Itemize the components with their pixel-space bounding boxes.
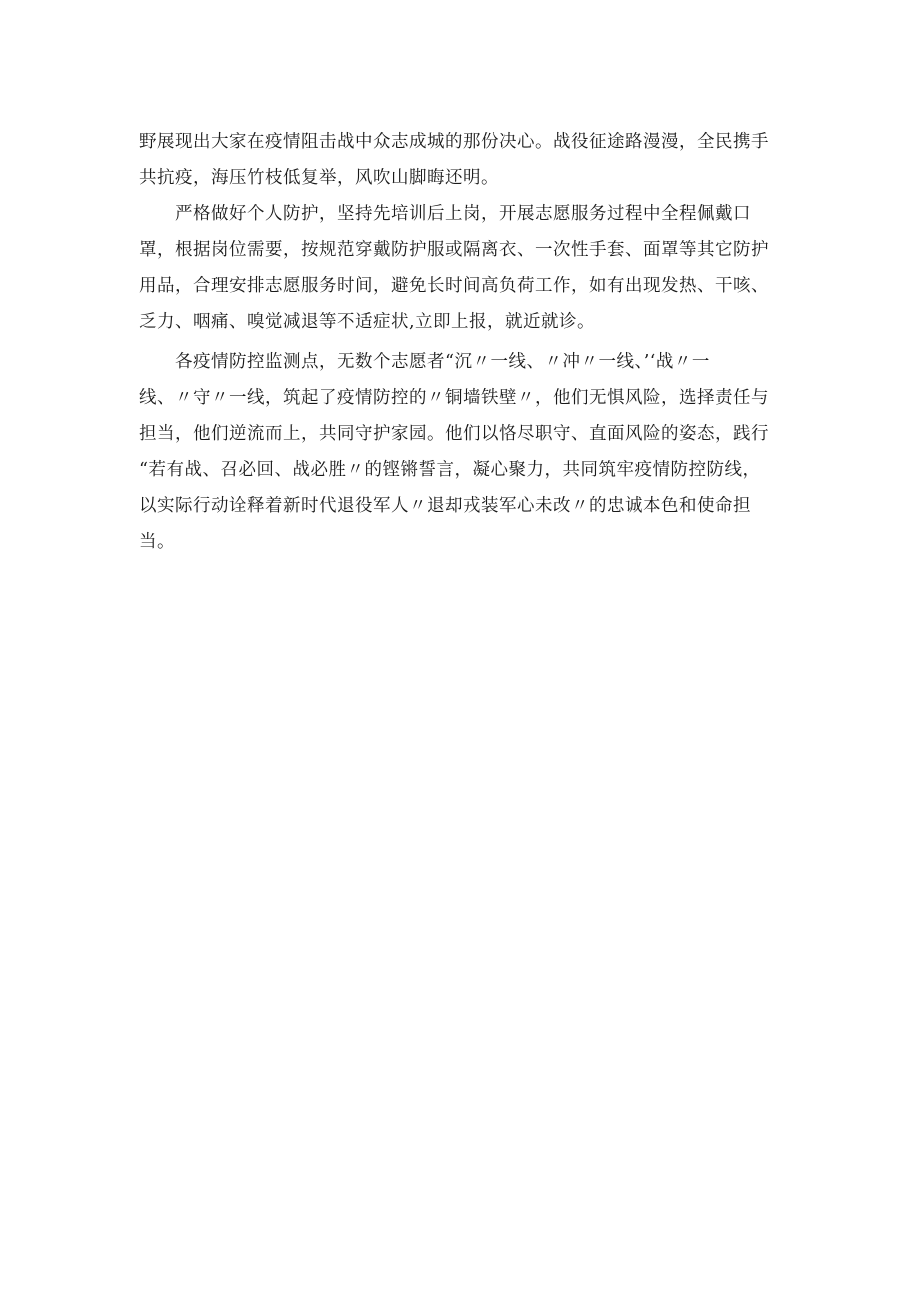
paragraph-line: 用品，合理安排志愿服务时间，避免长时间高负荷工作，如有出现发热、干咳、: [139, 276, 769, 296]
paragraph-2: [139, 196, 789, 340]
paragraph-line: “若有战、召必回、战必胜〃的铿锵誓言，凝心聚力，共同筑牢疫情防控防线，: [139, 460, 761, 480]
paragraph-line: 担当，他们逆流而上，共同守护家园。他们以恪尽职守、直面风险的姿态，践行: [139, 424, 769, 444]
paragraph-3: [139, 344, 789, 560]
paragraph-line: 严格做好个人防护，坚持先培训后上岗，开展志愿服务过程中全程佩戴口: [175, 204, 751, 224]
document-body: [139, 124, 789, 560]
paragraph-line: 以实际行动诠释着新时代退役军人〃退却戎装军心未改〃的忠诚本色和使命担: [139, 496, 751, 516]
paragraph-line: 罩，根据岗位需要，按规范穿戴防护服或隔离衣、一次性手套、面罩等其它防护: [139, 240, 769, 260]
paragraph-line: 共抗疫，海压竹枝低复举，风吹山脚晦还明。: [139, 168, 499, 188]
paragraph-line: 野展现出大家在疫情阻击战中众志成城的那份决心。战役征途路漫漫，全民携手: [139, 132, 769, 152]
paragraph-1: [139, 124, 789, 196]
paragraph-line: 当。: [139, 532, 175, 552]
paragraph-line: 乏力、咽痛、嗅觉减退等不适症状,立即上报，就近就诊。: [139, 312, 596, 332]
paragraph-line: 各疫情防控监测点，无数个志愿者“沉〃一线、〃冲〃一线、’‘战〃一: [175, 352, 710, 372]
paragraph-line: 线、〃守〃一线，筑起了疫情防控的〃铜墙铁壁〃，他们无惧风险，选择责任与: [139, 388, 769, 408]
